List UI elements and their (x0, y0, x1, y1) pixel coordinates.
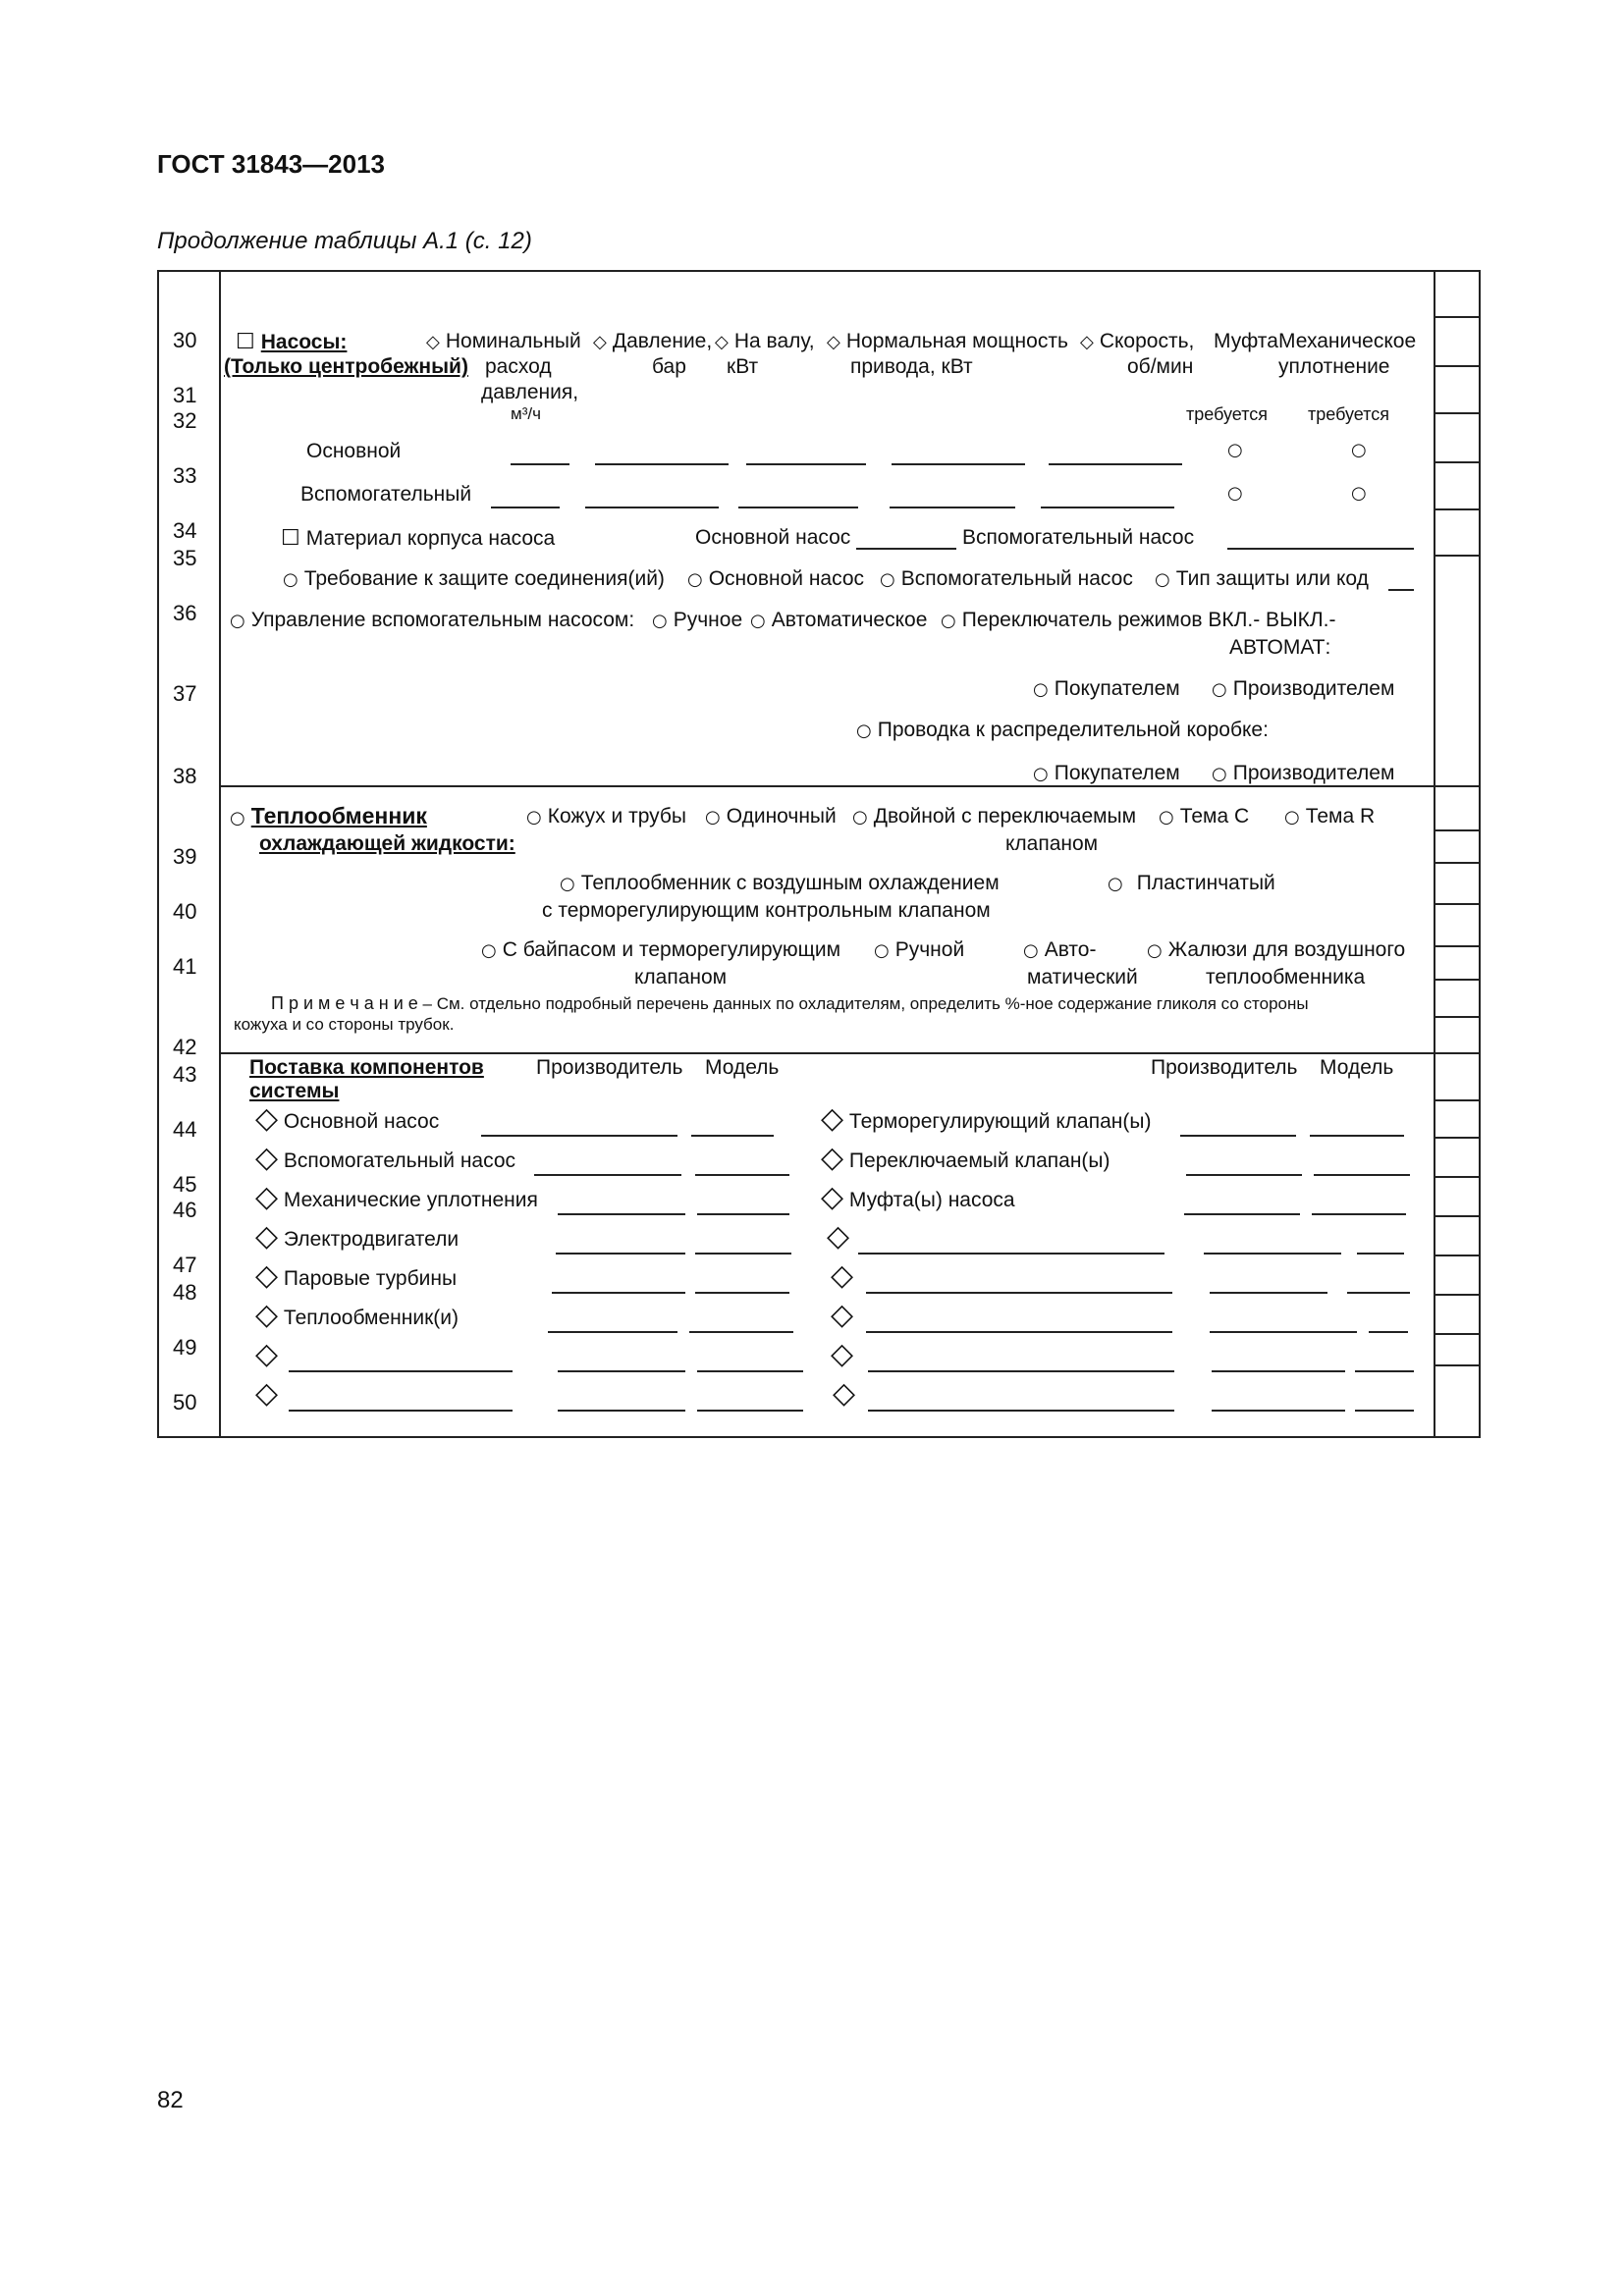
casing-checkbox[interactable]: ☐ (281, 526, 300, 551)
supply-item-right: ◇ Муфта(ы) насоса (821, 1180, 1015, 1214)
seal-required: требуется (1308, 404, 1389, 424)
wiring-option[interactable]: ○ Проводка к распределительной коробке: (856, 719, 1269, 741)
supply-manufacturer-right: Производитель (1151, 1056, 1298, 1079)
aux-flow-field[interactable] (491, 507, 560, 508)
jp-main-option[interactable]: ○ Основной насос (687, 567, 865, 590)
col-power-unit: привода, кВт (850, 355, 973, 378)
main-power-field[interactable] (892, 463, 1025, 465)
left-manufacturer-field[interactable] (534, 1174, 681, 1176)
row-number: 43 (173, 1062, 197, 1087)
right-item-field[interactable] (866, 1292, 1172, 1294)
supply-item-left-empty (255, 1376, 279, 1411)
casing-aux-label: Вспомогательный насос (962, 526, 1195, 549)
row-number: 33 (173, 463, 197, 488)
left-manufacturer-field[interactable] (481, 1135, 677, 1137)
pumps-title: Насосы: (260, 331, 348, 353)
supply-item-right-empty (831, 1258, 854, 1293)
aux-seal-radio[interactable]: ○ (1351, 483, 1367, 504)
jp-aux-option[interactable]: ○ Вспомогательный насос (880, 567, 1133, 590)
section-divider-pumps (219, 785, 1435, 787)
right-item-field[interactable] (866, 1331, 1172, 1333)
bypass-line2: клапаном (634, 966, 728, 988)
air-cooled-option[interactable]: ○ Теплообменник с воздушным охлаждением (560, 872, 1000, 894)
table-continuation-caption: Продолжение таблицы А.1 (с. 12) (157, 228, 532, 254)
row-number: 39 (173, 844, 197, 869)
supply-title-line2: системы (249, 1080, 340, 1102)
right-column-divider (1434, 270, 1435, 1438)
ctrl-switch-line2: АВТОМАТ: (1229, 636, 1331, 659)
right-manufacturer-field[interactable] (1210, 1331, 1357, 1333)
row-number-divider (219, 270, 221, 1438)
row-number: 41 (173, 954, 197, 979)
left-manufacturer-field[interactable] (548, 1331, 677, 1333)
row-number: 45 (173, 1172, 197, 1197)
col-pressure-header: ◇ Давление, (593, 330, 713, 352)
main-shaft-field[interactable] (746, 463, 866, 465)
col-speed-header: ◇ Скорость, (1080, 330, 1195, 352)
diamond-icon[interactable]: ◇ (255, 1298, 279, 1332)
casing-main-field[interactable] (856, 548, 956, 550)
supply-item-left: ◇ Электродвигатели (255, 1219, 460, 1254)
right-manufacturer-field[interactable] (1186, 1174, 1302, 1176)
diamond-icon[interactable]: ◇ (255, 1258, 279, 1293)
main-flow-field[interactable] (511, 463, 569, 465)
single-option[interactable]: ○ Одиночный (705, 805, 837, 828)
diamond-icon[interactable]: ◇ (827, 1219, 850, 1254)
shell-tube-option[interactable]: ○ Кожух и трубы (526, 805, 686, 828)
double-option-line2: клапаном (1005, 832, 1099, 855)
louvers-option[interactable]: ○ Жалюзи для воздушного (1147, 938, 1406, 961)
right-manufacturer-field[interactable] (1204, 1253, 1341, 1255)
exchanger-note-line2: кожуха и со стороны трубок. (234, 1015, 455, 1034)
diamond-icon[interactable]: ◇ (831, 1337, 854, 1371)
supply-item-left: ◇ Паровые турбины (255, 1258, 458, 1293)
supply-item-right-empty (833, 1376, 856, 1411)
row-number: 47 (173, 1253, 197, 1277)
left-manufacturer-field[interactable] (558, 1410, 685, 1412)
air-cooled-line2: с терморегулирующим контрольным клапаном (542, 899, 991, 922)
ctrl-switch-option[interactable]: ○ Переключатель режимов ВКЛ.- ВЫКЛ.- (941, 609, 1336, 631)
joint-protection-row: ○ Требование к защите соединения(ий) (283, 567, 665, 590)
right-model-field[interactable] (1355, 1370, 1414, 1372)
row-number: 40 (173, 899, 197, 924)
right-model-field[interactable] (1369, 1331, 1408, 1333)
aux-pressure-field[interactable] (585, 507, 719, 508)
jp-type-field[interactable] (1388, 589, 1414, 591)
supply-item-right-empty (831, 1337, 854, 1371)
main-pressure-field[interactable] (595, 463, 729, 465)
col-pressure-unit: бар (652, 355, 686, 378)
radio-icon[interactable]: ○ (283, 569, 298, 590)
row-number: 38 (173, 764, 197, 788)
right-model-field[interactable] (1347, 1292, 1410, 1294)
left-model-field[interactable] (695, 1253, 791, 1255)
right-item-field[interactable] (868, 1410, 1174, 1412)
left-model-field[interactable] (697, 1410, 803, 1412)
right-manufacturer-field[interactable] (1210, 1292, 1327, 1294)
right-model-field[interactable] (1314, 1174, 1410, 1176)
left-manufacturer-field[interactable] (556, 1253, 685, 1255)
supply-title: Поставка компонентов (249, 1056, 484, 1079)
louvers-line2: теплообменника (1206, 966, 1366, 988)
left-manufacturer-field[interactable] (558, 1370, 685, 1372)
row-number: 36 (173, 601, 197, 625)
diamond-icon[interactable]: ◇ (255, 1376, 279, 1411)
aux-coupling-radio[interactable]: ○ (1227, 483, 1243, 504)
diamond-icon[interactable]: ◇ (831, 1258, 854, 1293)
col-flow-line2: расход (485, 355, 552, 378)
radio-icon[interactable]: ○ (230, 611, 245, 631)
left-model-field[interactable] (695, 1174, 789, 1176)
exchanger-title-line2: охлаждающей жидкости: (259, 832, 515, 855)
row-number: 32 (173, 408, 197, 433)
diamond-icon[interactable]: ◇ (833, 1376, 856, 1411)
row-number: 44 (173, 1117, 197, 1142)
casing-material-row: ☐ Материал корпуса насоса (281, 526, 556, 551)
diamond-icon[interactable]: ◇ (255, 1180, 279, 1214)
supply-model-left: Модель (705, 1056, 780, 1079)
bypass-option[interactable]: ○ С байпасом и терморегулирующим (481, 938, 841, 961)
right-manufacturer-field[interactable] (1212, 1410, 1345, 1412)
left-manufacturer-field[interactable] (552, 1292, 685, 1294)
diamond-icon[interactable]: ◇ (255, 1101, 279, 1136)
col-shaft-unit: кВт (727, 355, 759, 378)
right-manufacturer-field[interactable] (1184, 1213, 1300, 1215)
ctrl-manual-option[interactable]: ○ Ручное (652, 609, 743, 631)
left-model-field[interactable] (697, 1213, 789, 1215)
row-number: 30 (173, 328, 197, 352)
supply-manufacturer-left: Производитель (536, 1056, 683, 1079)
aux-pump-label: Вспомогательный (300, 483, 472, 506)
col-shaft-header: ◇ На валу, (715, 330, 815, 352)
left-manufacturer-field[interactable] (558, 1213, 685, 1215)
diamond-icon: ◇ (593, 332, 607, 352)
supply-item-right: ◇ Переключаемый клапан(ы) (821, 1141, 1110, 1175)
supply-item-right-empty (831, 1298, 854, 1332)
row-number: 37 (173, 681, 197, 706)
exchanger-title-row: ○ Теплообменник (230, 803, 427, 828)
left-item-field[interactable] (289, 1370, 513, 1372)
pumps-checkbox[interactable]: ☐ (236, 330, 255, 354)
right-model-field[interactable] (1312, 1213, 1406, 1215)
left-model-field[interactable] (697, 1370, 803, 1372)
main-seal-radio[interactable]: ○ (1351, 440, 1367, 460)
diamond-icon: ◇ (827, 332, 840, 352)
document-title: ГОСТ 31843—2013 (157, 149, 385, 179)
diamond-icon: ◇ (426, 332, 440, 352)
by-buyer-option-2[interactable]: ○ Покупателем (1033, 762, 1180, 784)
main-speed-field[interactable] (1049, 463, 1182, 465)
by-maker-option-2[interactable]: ○ Производителем (1212, 762, 1395, 784)
left-model-field[interactable] (691, 1135, 774, 1137)
col-seal-header: Механическое (1278, 330, 1417, 352)
row-number: 42 (173, 1035, 197, 1059)
diamond-icon[interactable]: ◇ (821, 1101, 844, 1136)
col-speed-unit: об/мин (1127, 355, 1194, 378)
right-manufacturer-field[interactable] (1212, 1370, 1345, 1372)
supply-item-left: ◇ Механические уплотнения (255, 1180, 538, 1214)
automatic-option[interactable]: ○ Авто- (1023, 938, 1097, 961)
supply-item-right: ◇ Терморегулирующий клапан(ы) (821, 1101, 1152, 1136)
diamond-icon[interactable]: ◇ (255, 1337, 279, 1371)
manual-option[interactable]: ○ Ручной (874, 938, 965, 961)
pumps-subtitle: (Только центробежный) (224, 355, 468, 378)
supply-item-left: ◇ Основной насос (255, 1101, 440, 1136)
aux-control-row: ○ Управление вспомогательным насосом: (230, 609, 635, 631)
left-model-field[interactable] (689, 1331, 793, 1333)
left-model-field[interactable] (695, 1292, 789, 1294)
diamond-icon[interactable]: ◇ (255, 1141, 279, 1175)
right-manufacturer-field[interactable] (1180, 1135, 1296, 1137)
plate-option[interactable]: ○ Пластинчатый (1108, 872, 1275, 894)
row-number: 46 (173, 1198, 197, 1222)
by-buyer-option-1[interactable]: ○ Покупателем (1033, 677, 1180, 700)
right-model-field[interactable] (1357, 1253, 1404, 1255)
supply-item-left: ◇ Вспомогательный насос (255, 1141, 516, 1175)
col-flow-unit: м³/ч (511, 404, 541, 423)
right-item-field[interactable] (868, 1370, 1174, 1372)
row-number: 31 (173, 383, 197, 407)
automatic-line2: матический (1027, 966, 1138, 988)
col-seal-line2: уплотнение (1278, 355, 1390, 378)
ctrl-auto-option[interactable]: ○ Автоматическое (750, 609, 928, 631)
right-model-field[interactable] (1310, 1135, 1404, 1137)
row-number: 50 (173, 1390, 197, 1415)
diamond-icon[interactable]: ◇ (821, 1180, 844, 1214)
aux-speed-field[interactable] (1041, 507, 1174, 508)
jp-type-option[interactable]: ○ Тип защиты или код (1155, 567, 1369, 590)
diamond-icon: ◇ (1080, 332, 1094, 352)
diamond-icon[interactable]: ◇ (255, 1219, 279, 1254)
aux-power-field[interactable] (890, 507, 1015, 508)
section-divider-exchanger (219, 1052, 1435, 1054)
supply-item-left-empty (255, 1337, 279, 1371)
col-coupling-header: Муфта (1214, 330, 1278, 352)
casing-aux-field[interactable] (1227, 548, 1414, 550)
aux-shaft-field[interactable] (738, 507, 858, 508)
row-number: 48 (173, 1280, 197, 1305)
row-number: 34 (173, 518, 197, 543)
exchanger-note: П р и м е ч а н и е – См. отдельно подробный перечень данных по охладителям, определить %-ное содержание гликоля со стороны (271, 993, 1309, 1013)
right-item-field[interactable] (858, 1253, 1164, 1255)
radio-icon[interactable]: ○ (230, 808, 245, 828)
row-number: 49 (173, 1335, 197, 1360)
main-pump-label: Основной (306, 440, 402, 462)
main-coupling-radio[interactable]: ○ (1227, 440, 1243, 460)
supply-item-right-empty (827, 1219, 850, 1254)
page-number: 82 (157, 2087, 184, 2113)
diamond-icon: ◇ (715, 332, 729, 352)
tema-r-option[interactable]: ○ Тема R (1284, 805, 1376, 828)
tema-c-option[interactable]: ○ Тема C (1159, 805, 1250, 828)
col-power-header: ◇ Нормальная мощность (827, 330, 1068, 352)
by-maker-option-1[interactable]: ○ Производителем (1212, 677, 1395, 700)
row-number: 35 (173, 546, 197, 570)
pumps-checkbox-row (236, 330, 347, 354)
right-model-field[interactable] (1355, 1410, 1414, 1412)
left-item-field[interactable] (289, 1410, 513, 1412)
col-flow-header: ◇ Номинальный (426, 330, 581, 352)
supply-item-left: ◇ Теплообменник(и) (255, 1298, 459, 1332)
supply-model-right: Модель (1320, 1056, 1394, 1079)
coupling-required: требуется (1186, 404, 1268, 424)
casing-main-label: Основной насос (695, 526, 851, 549)
col-flow-line3: давления, (481, 381, 579, 403)
diamond-icon[interactable]: ◇ (821, 1141, 844, 1175)
diamond-icon[interactable]: ◇ (831, 1298, 854, 1332)
double-option[interactable]: ○ Двойной с переключаемым (852, 805, 1137, 828)
